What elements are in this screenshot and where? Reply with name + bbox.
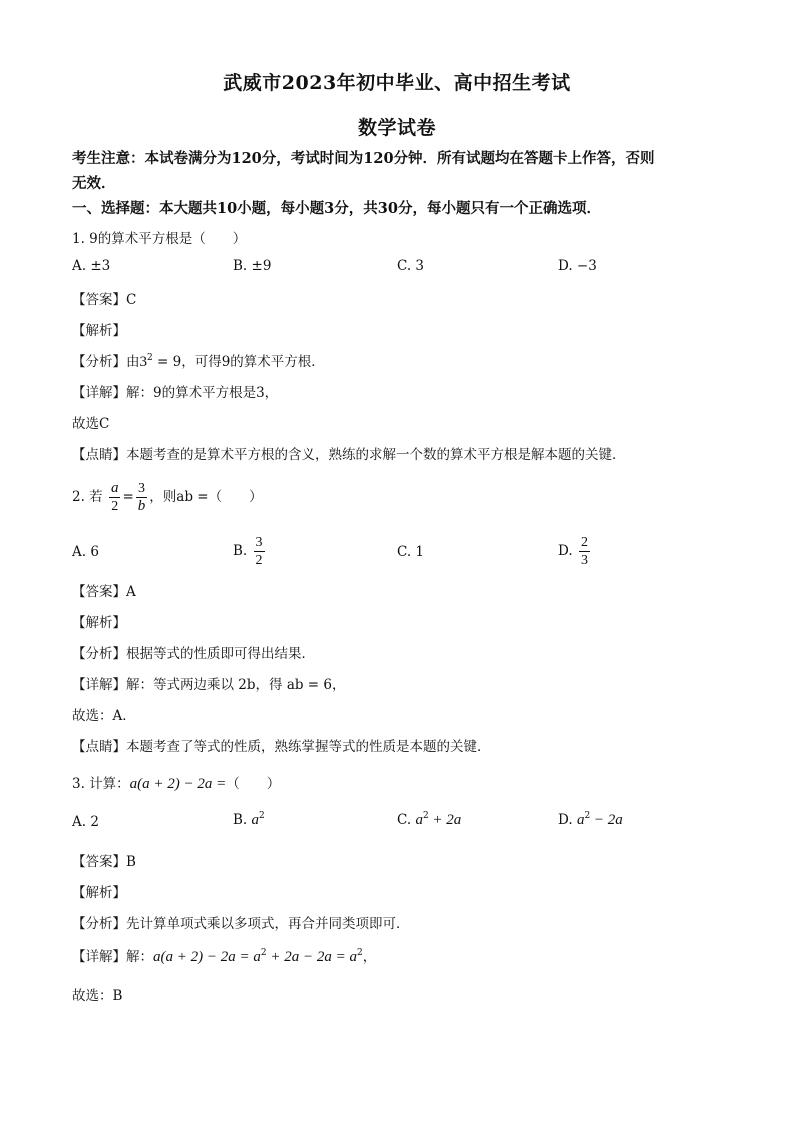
q2-fraction-left-numerator: a: [110, 480, 119, 496]
q1-power-base: 3: [139, 354, 147, 370]
q3-option-d-label: D.: [558, 812, 573, 828]
q2-analysis: 【分析】根据等式的性质即可得出结果．: [72, 646, 315, 662]
q2-option-d-denominator: 3: [580, 553, 588, 568]
q1-analysis-prefix: 【分析】由: [72, 354, 140, 370]
q1-analysis-label: 【解析】: [72, 323, 126, 339]
q2-answer: 【答案】A: [72, 584, 136, 600]
q2-stem: [72, 480, 263, 515]
q2-analysis-label: 【解析】: [72, 615, 126, 631]
q2-option-b-numerator: 3: [255, 535, 263, 550]
q3-choice: 故选：B: [72, 988, 123, 1004]
section-heading: 一、选择题：本大题共10小题，每小题3分，共30分，每小题只有一个正确选项．: [72, 200, 601, 217]
q2-fraction-left: [109, 480, 121, 515]
q3-option-b-base: a: [251, 812, 260, 828]
q3-option-c-base: a: [415, 812, 423, 828]
q3-stem-prefix: 3. 计算：: [72, 776, 130, 792]
q1-answer: 【答案】C: [72, 292, 137, 308]
q1-comment: 【点睛】本题考查的是算术平方根的含义，熟练的求解一个数的算术平方根是解本题的关键．: [72, 447, 626, 463]
q3-detail-prefix: 【详解】解：: [72, 949, 153, 965]
q1-option-a: A. ±3: [72, 258, 111, 274]
page-subtitle: 数学试卷: [357, 117, 436, 139]
q3-option-a: A. 2: [72, 814, 99, 830]
q3-option-b-exponent: 2: [259, 811, 265, 821]
q3-option-d: [558, 812, 623, 829]
q2-option-d-label: D.: [558, 543, 573, 559]
q3-detail-exponent-1: 2: [260, 948, 267, 958]
q2-option-b-label: B.: [233, 543, 248, 559]
q1-analysis: [72, 350, 325, 371]
q1-option-b: B. ±9: [233, 258, 272, 274]
q1-option-d: D. −3: [558, 258, 597, 274]
q3-analysis: 【分析】先计算单项式乘以多项式，再合并同类项即可．: [72, 916, 410, 932]
q3-detail-exponent-2: 2: [356, 948, 363, 958]
q2-option-c: C. 1: [397, 544, 425, 560]
q3-detail-suffix: ，: [362, 949, 377, 965]
notice-line-1: 考生注意：本试卷满分为120分，考试时间为120分钟．所有试题均在答题卡上作答，否则: [72, 150, 655, 167]
q3-option-d-base: a: [576, 812, 585, 828]
q1-stem: 1. 9的算术平方根是（ ）: [72, 231, 247, 247]
q2-fraction-right-denominator: b: [137, 498, 146, 514]
q3-option-d-rest: − 2a: [590, 812, 623, 828]
q3-option-c-exponent: 2: [422, 811, 429, 821]
q3-option-b: [233, 812, 265, 829]
q1-choice: 故选C: [72, 416, 110, 432]
q2-option-b-fraction: [254, 534, 265, 569]
q3-stem-expression: a(a + 2) − 2a =: [129, 776, 227, 792]
q2-detail: 【详解】解：等式两边乘以 2b，得 ab = 6，: [72, 677, 346, 693]
q3-analysis-label: 【解析】: [72, 885, 126, 901]
q2-stem-prefix: 2. 若: [72, 489, 103, 505]
q1-power-exponent: 2: [147, 353, 153, 363]
q2-choice: 故选：A．: [72, 708, 136, 724]
q3-stem-suffix: （ ）: [226, 776, 281, 792]
q3-detail: [72, 945, 376, 966]
q3-option-c-rest: + 2a: [428, 812, 462, 828]
q3-detail-expression-1: a(a + 2) − 2a = a: [153, 949, 261, 965]
q3-option-b-label: B.: [233, 812, 248, 828]
q2-fraction-right-numerator: 3: [138, 481, 146, 496]
q2-stem-suffix: ，则ab =（ ）: [149, 489, 263, 505]
q2-fraction-right: [136, 480, 148, 515]
q2-option-b-denominator: 2: [255, 553, 263, 568]
q1-option-c: C. 3: [397, 258, 425, 274]
q2-option-d: [558, 534, 592, 569]
page-title: 武威市2023年初中毕业、高中招生考试: [223, 72, 571, 94]
q2-option-a: A. 6: [72, 544, 99, 560]
q2-option-b: [233, 534, 267, 569]
q2-fraction-left-denominator: 2: [111, 499, 119, 514]
q3-option-d-exponent: 2: [584, 811, 591, 821]
q3-option-c-label: C.: [397, 812, 412, 828]
q2-option-d-fraction: [579, 534, 590, 569]
q1-detail: 【详解】解：9的算术平方根是3，: [72, 385, 279, 401]
q3-stem: [72, 772, 280, 793]
q3-detail-expression-2: + 2a − 2a = a: [266, 949, 357, 965]
q2-comment: 【点睛】本题考查了等式的性质，熟练掌握等式的性质是本题的关键．: [72, 739, 491, 755]
q2-equals: =: [122, 489, 134, 505]
q1-analysis-suffix: = 9，可得9的算术平方根．: [152, 354, 325, 370]
q3-answer: 【答案】B: [72, 854, 136, 870]
q3-option-c: [397, 812, 461, 829]
notice-line-2: 无效．: [72, 175, 116, 192]
q2-option-d-numerator: 2: [580, 535, 588, 550]
